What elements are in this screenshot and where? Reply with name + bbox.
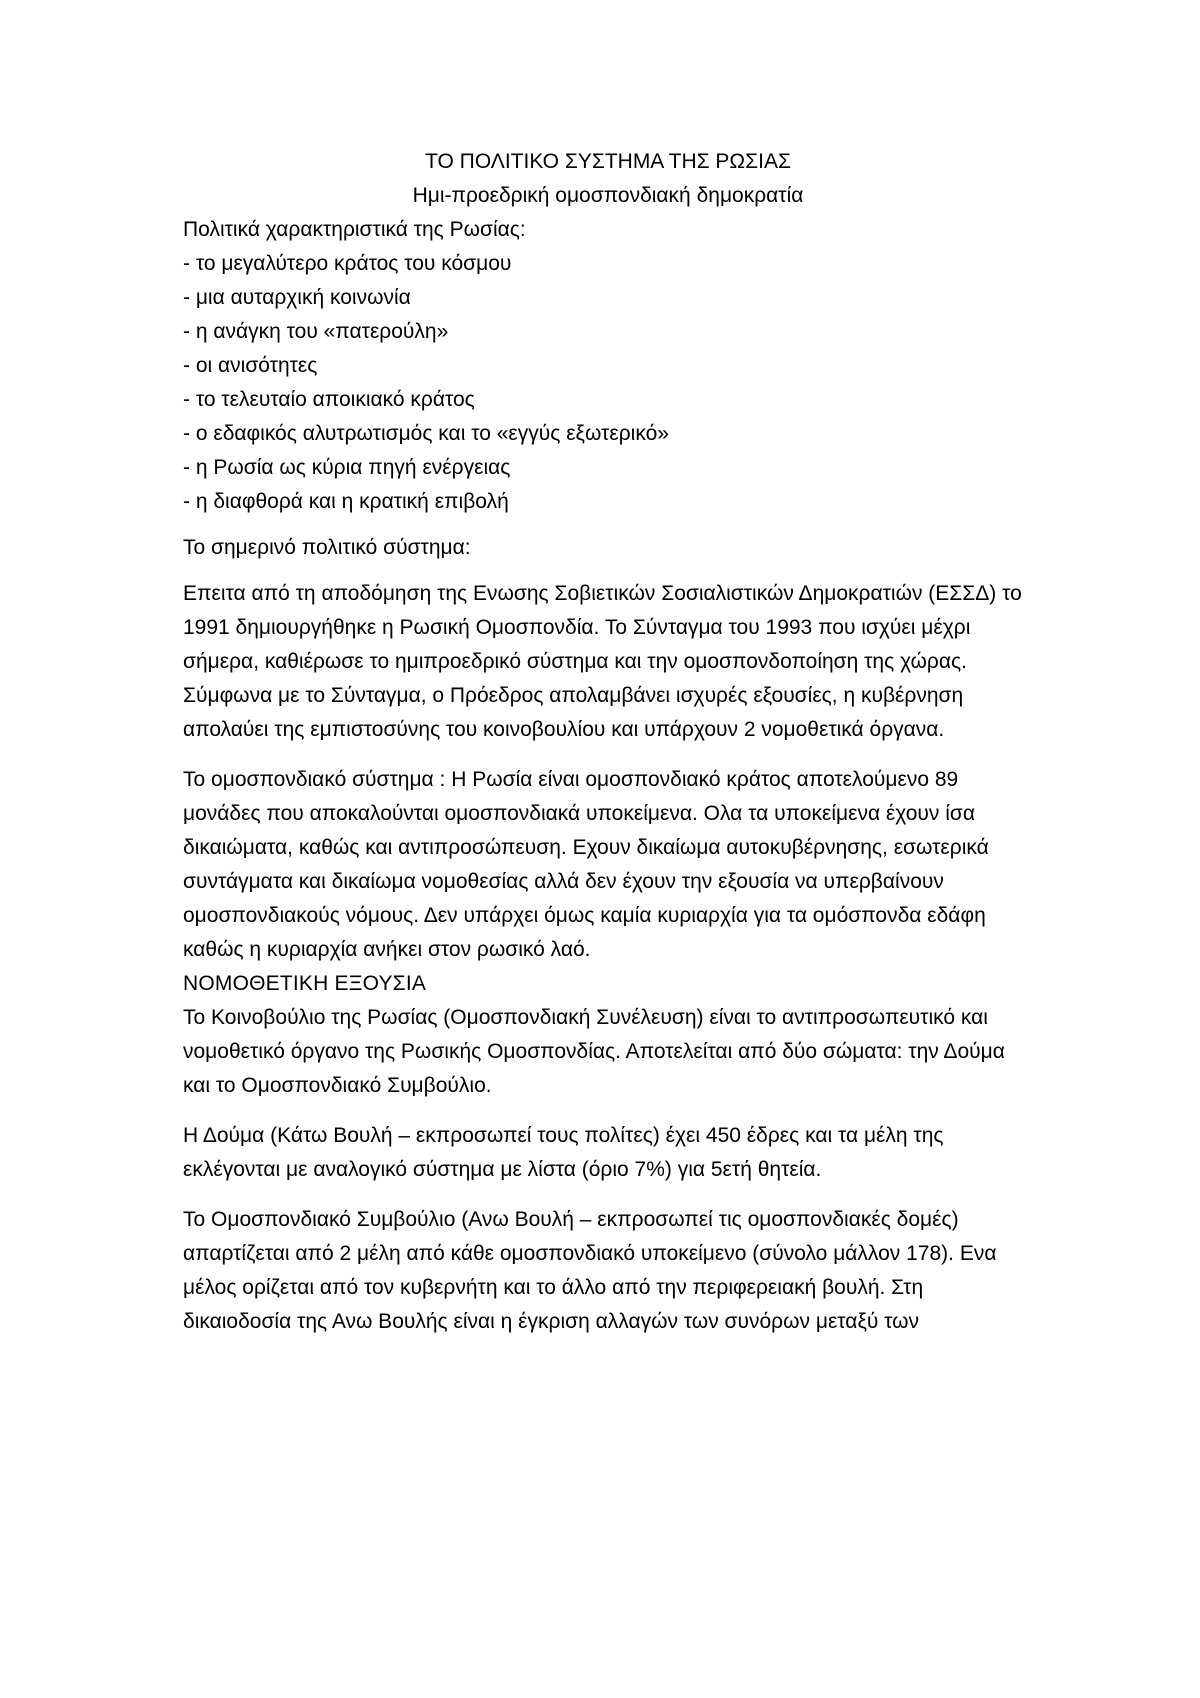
list-item: - η διαφθορά και η κρατική επιβολή [183, 490, 509, 513]
characteristics-label: Πολιτικά χαρακτηριστικά της Ρωσίας: [183, 218, 526, 241]
list-item: - το τελευταίο αποικιακό κράτος [183, 388, 475, 411]
federal-system-paragraph: Το ομοσπονδιακό σύστημα : Η Ρωσία είναι ομοσπονδιακό κράτος αποτελούμενο 89 μονάδες που αποκαλούνται ομοσπονδιακά υποκείμενα. Ολα τα υποκείμενα έχουν ίσα δικαιώματα, καθώς και αντιπροσώπευση. Εχουν δικαίωμα αυτοκυβέρνησης, εσωτερικά συντάγματα και δικαίωμα νομοθεσίας αλλά δεν έχουν την εξουσία να υπερβαίνουν ομοσπονδιακούς νόμους. Δεν υπάρχει όμως καμία κυριαρχία για τα ομόσπονδα εδάφη καθώς η κυριαρχία ανήκει στον ρωσικό λαό. [183, 768, 989, 961]
characteristics-list [183, 247, 1033, 519]
federation-council-paragraph: Το Ομοσπονδιακό Συμβούλιο (Ανω Βουλή – εκπροσωπεί τις ομοσπονδιακές δομές) απαρτίζεται από 2 μέλη από κάθε ομοσπονδιακό υποκείμενο (σύνολο μάλλον 178). Ενα μέλος ορίζεται από τον κυβερνήτη και το άλλο από την περιφερειακή βουλή. Στη δικαιοδοσία της Ανω Βουλής είναι η έγκριση αλλαγών των συνόρων μεταξύ των [183, 1208, 997, 1333]
title-block [183, 145, 1033, 213]
list-item: - το μεγαλύτερο κράτος του κόσμου [183, 252, 512, 275]
legislative-heading: ΝΟΜΟΘΕΤΙΚΗ ΕΞΟΥΣΙΑ [183, 972, 427, 995]
list-item: - ο εδαφικός αλυτρωτισμός και το «εγγύς εξωτερικό» [183, 422, 669, 445]
document-body [183, 145, 1033, 1339]
current-system-label: Το σημερινό πολιτικό σύστημα: [183, 536, 471, 559]
current-system-paragraph: Επειτα από τη αποδόμηση της Ενωσης Σοβιετικών Σοσιαλιστικών Δημοκρατιών (ΕΣΣΔ) το 1991 δημιουργήθηκε η Ρωσική Ομοσπονδία. Το Σύνταγμα του 1993 που ισχύει μέχρι σήμερα, καθιέρωσε το ημιπροεδρικό σύστημα και την ομοσπονδοποίηση της χώρας. Σύμφωνα με το Σύνταγμα, ο Πρόεδρος απολαμβάνει ισχυρές εξουσίες, η κυβέρνηση απολαύει της εμπιστοσύνης του κοινοβουλίου και υπάρχουν 2 νομοθετικά όργανα. [183, 582, 1022, 741]
duma-paragraph: Η Δούμα (Κάτω Βουλή – εκπροσωπεί τους πολίτες) έχει 450 έδρες και τα μέλη της εκλέγονται με αναλογικό σύστημα με λίστα (όριο 7%) για 5ετή θητεία. [183, 1124, 944, 1181]
page-subtitle: Ημι-προεδρική ομοσπονδιακή δημοκρατία [412, 184, 804, 207]
list-item: - οι ανισότητες [183, 354, 318, 377]
legislative-intro-paragraph: Το Κοινοβούλιο της Ρωσίας (Ομοσπονδιακή Συνέλευση) είναι το αντιπροσωπευτικό και νομοθετικό όργανο της Ρωσικής Ομοσπονδίας. Αποτελείται από δύο σώματα: την Δούμα και το Ομοσπονδιακό Συμβούλιο. [183, 1006, 1005, 1097]
list-item: - η Ρωσία ως κύρια πηγή ενέργειας [183, 456, 511, 479]
list-item: - μια αυταρχική κοινωνία [183, 286, 411, 309]
page-title: ΤΟ ΠΟΛΙΤΙΚΟ ΣΥΣΤΗΜΑ ΤΗΣ ΡΩΣΙΑΣ [425, 150, 791, 173]
list-item: - η ανάγκη του «πατερούλη» [183, 320, 449, 343]
